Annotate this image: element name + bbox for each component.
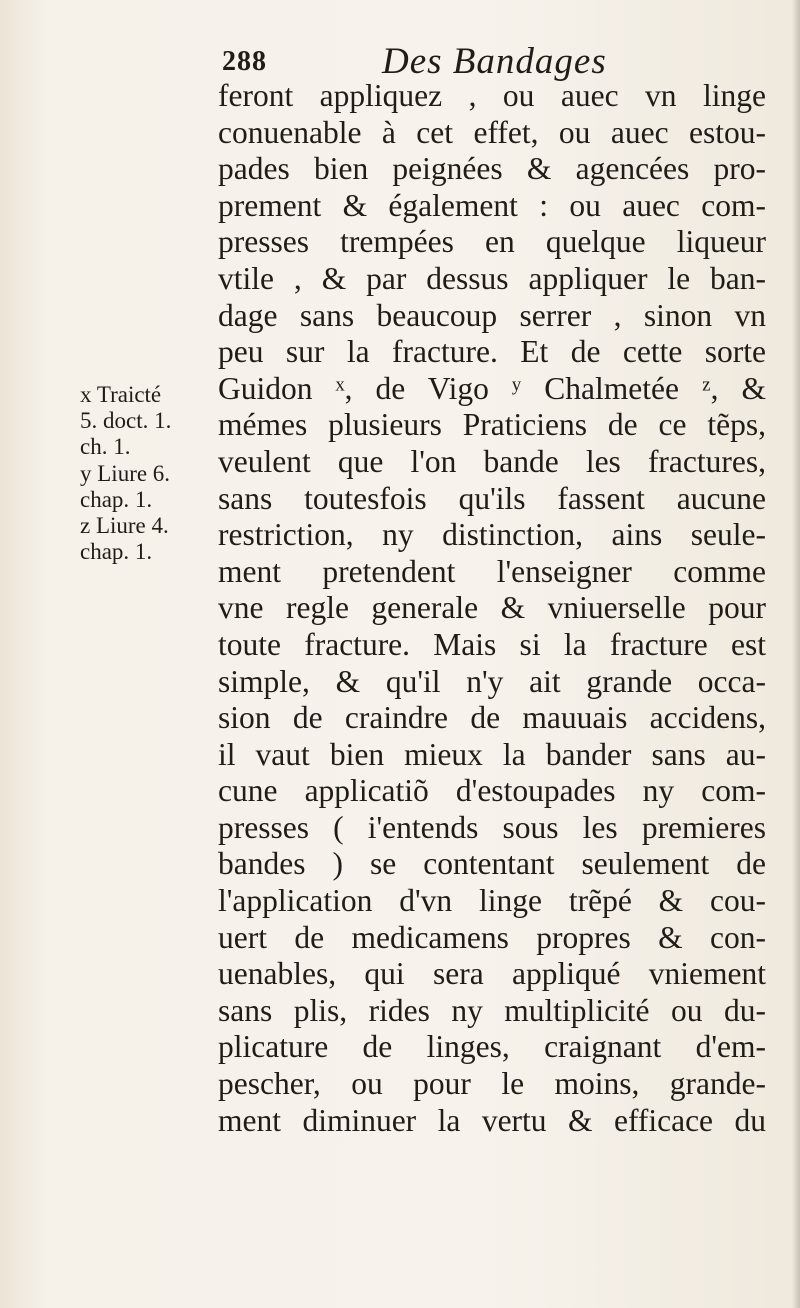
text-line: cune applicatiõ d'estoupades ny com-	[218, 773, 766, 809]
text-line: veulent que l'on bande les fractures,	[218, 443, 766, 479]
text-line: sans plis, rides ny multiplicité ou du-	[218, 992, 766, 1028]
margin-note-line: chap. 1.	[80, 539, 153, 565]
margin-note-line: x Traicté	[80, 382, 162, 407]
text-line: vtile , & par dessus appliquer le ban-	[218, 260, 766, 296]
text-line: restriction, ny distinction, ains seule-	[218, 517, 766, 553]
text-line: prement & également : ou auec com-	[218, 187, 766, 223]
text-line: toute fracture. Mais si la fracture est	[218, 626, 766, 662]
text-line: ment diminuer la vertu & efficace du	[218, 1102, 766, 1138]
text-line: pades bien peignées & agencées pro-	[218, 151, 766, 187]
text-line: feront appliquez , ou auec vn linge	[218, 78, 766, 113]
text-line: peu sur la fracture. Et de cette sorte	[218, 334, 766, 370]
text-line: il vaut bien mieux la bander sans au-	[218, 736, 766, 772]
text-line: pescher, ou pour le moins, grande-	[218, 1066, 766, 1102]
text-line: simple, & qu'il n'y ait grande occa-	[218, 663, 766, 699]
text-line: Guidon ˣ, de Vigo ʸ Chalmetée ᶻ, &	[218, 370, 766, 406]
margin-note-line: y Liure 6.	[80, 460, 171, 486]
margin-note-line: chap. 1.	[80, 486, 153, 512]
text-line: uenables, qui sera appliqué vniement	[218, 956, 766, 992]
text-line: sans toutesfois qu'ils fassent aucune	[218, 480, 766, 516]
text-line: sion de craindre de mauuais accidens,	[218, 700, 766, 736]
text-line: dage sans beaucoup serrer , sinon vn	[218, 297, 766, 333]
margin-notes	[80, 382, 220, 565]
page-edge-shadow	[792, 0, 800, 1308]
running-title: Des Bandages	[382, 41, 607, 82]
text-line: l'application d'vn linge trẽpé & cou-	[218, 883, 766, 919]
text-line: uert de medicamens propres & con-	[218, 919, 766, 955]
text-line: presses trempées en quelque liqueur	[218, 224, 766, 260]
text-line: presses ( i'entends sous les premieres	[218, 809, 766, 845]
text-line: plicature de linges, craignant d'em-	[218, 1029, 766, 1065]
margin-note-line: ch. 1.	[80, 434, 131, 460]
text-line: bandes ) se contentant seulement de	[218, 846, 766, 882]
text-line: vne regle generale & vniuerselle pour	[218, 590, 766, 626]
text-line: conuenable à cet effet, ou auec estou-	[218, 114, 766, 150]
text-line: ment pretendent l'enseigner comme	[218, 553, 766, 589]
margin-note-line: z Liure 4.	[80, 512, 169, 538]
text-line: mémes plusieurs Praticiens de ce tẽps,	[218, 407, 766, 443]
margin-note-line: 5. doct. 1.	[80, 408, 172, 434]
page-number: 288	[222, 46, 267, 77]
body-text	[218, 78, 766, 1139]
